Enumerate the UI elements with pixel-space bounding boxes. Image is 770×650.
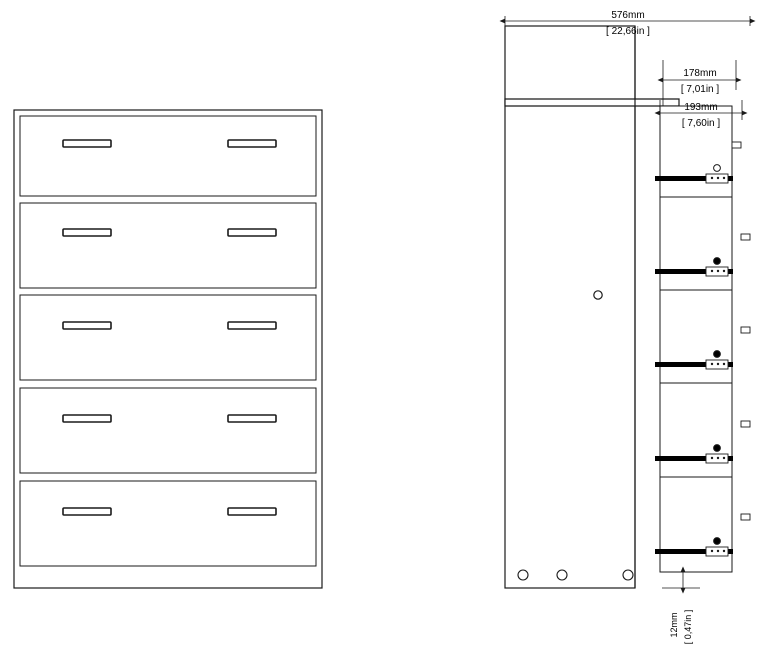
drawer-handle-5-right	[228, 508, 276, 515]
dim-label-576-in: [ 22,66in ]	[606, 26, 650, 37]
runner-screw-4b	[717, 457, 719, 459]
drawer-face-1	[20, 116, 316, 196]
runner-fitting-4	[714, 445, 721, 452]
dimension-base-gap	[662, 572, 700, 644]
drawer-handle-2-left	[63, 229, 111, 236]
drawer-face-5	[20, 481, 316, 566]
front-drawer-3	[20, 295, 316, 380]
runner-screw-4a	[711, 457, 713, 459]
front-drawer-2	[20, 203, 316, 288]
runner-screw-5a	[711, 550, 713, 552]
runner-screw-5b	[717, 550, 719, 552]
drawer-face-4	[20, 388, 316, 473]
dim-label-12-in: [ 0,47in ]	[683, 609, 693, 645]
runner-screw-2c	[723, 270, 725, 272]
runner-screw-1c	[723, 177, 725, 179]
drawer-handle-4-right	[228, 415, 276, 422]
runner-screw-3a	[711, 363, 713, 365]
runner-screw-3b	[717, 363, 719, 365]
drawer-handle-3-right	[228, 322, 276, 329]
drawer-lip-3	[741, 327, 750, 333]
runner-fitting-3	[714, 351, 721, 358]
drawer-lip-4	[741, 421, 750, 427]
dim-label-576-mm: 576mm	[611, 10, 645, 21]
dim-label-178-in: [ 7,01in ]	[680, 84, 720, 95]
front-drawer-5	[20, 481, 316, 566]
dim-label-178-mm: 178mm	[683, 68, 717, 79]
dim-label-193-mm: 193mm	[684, 102, 718, 113]
drawer-face-2	[20, 203, 316, 288]
front-drawer-1	[20, 116, 316, 196]
runner-screw-1a	[711, 177, 713, 179]
drawer-handle-5-left	[63, 508, 111, 515]
base-dowel-hole-2	[557, 570, 567, 580]
runner-screw-4c	[723, 457, 725, 459]
runner-screw-2b	[717, 270, 719, 272]
runner-fitting-1	[714, 165, 721, 172]
drawer-front-lips	[732, 142, 750, 520]
top-panel	[505, 99, 679, 106]
drawer-lip-1	[732, 142, 741, 148]
drawer-lip-2	[741, 234, 750, 240]
runner-screw-1b	[717, 177, 719, 179]
runner-fitting-5	[714, 538, 721, 545]
drawer-lip-5	[741, 514, 750, 520]
cam-lock-hole	[594, 291, 602, 299]
drawer-handle-2-right	[228, 229, 276, 236]
front-drawer-4	[20, 388, 316, 473]
drawer-handle-1-left	[63, 140, 111, 147]
runner-screw-5c	[723, 550, 725, 552]
dim-label-12-mm: 12mm	[669, 612, 679, 638]
base-dowel-hole-3	[623, 570, 633, 580]
side-cabinet-outline	[505, 26, 635, 588]
runner-screw-2a	[711, 270, 713, 272]
drawer-face-3	[20, 295, 316, 380]
drawer-handle-3-left	[63, 322, 111, 329]
drawer-handle-1-right	[228, 140, 276, 147]
runner-fitting-2	[714, 258, 721, 265]
runner-screw-3c	[723, 363, 725, 365]
drawer-handle-4-left	[63, 415, 111, 422]
front-view	[14, 110, 322, 588]
dim-label-193-in: [ 7,60in ]	[681, 118, 721, 129]
base-dowel-hole-1	[518, 570, 528, 580]
